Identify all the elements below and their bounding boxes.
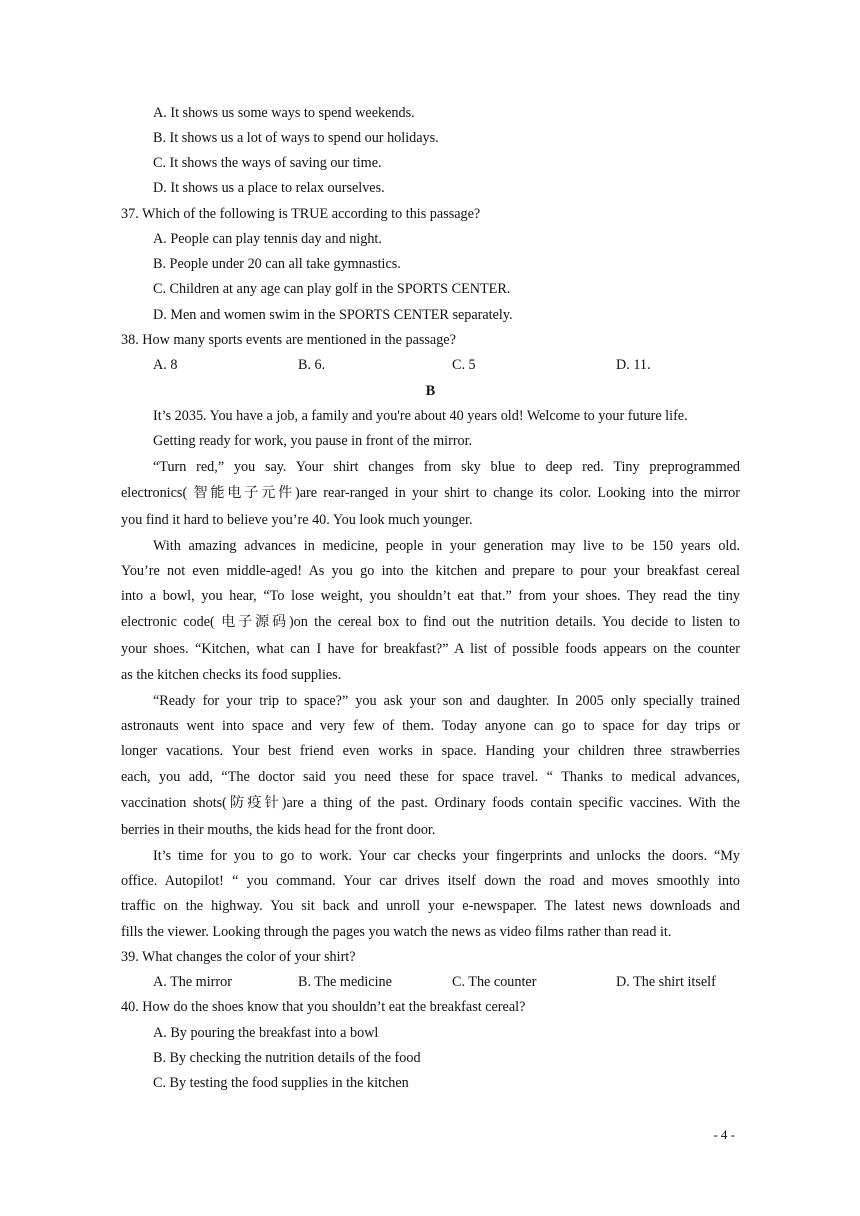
q40-option-a: A. By pouring the breakfast into a bowl — [153, 1025, 379, 1041]
passage-line: electronics( 智能电子元件)are rear-ranged in your shirt to change its color. Looking into the mirror — [121, 485, 740, 501]
q38-option-d: D. 11. — [616, 357, 651, 373]
passage-line: With amazing advances in medicine, people in your generation may live to be 150 years old. — [153, 538, 740, 554]
passage-line: each, you add, “The doctor said you need these for space travel. “ Thanks to medical advances, — [121, 769, 740, 785]
q39-stem: 39. What changes the color of your shirt? — [121, 949, 356, 965]
passage-line: “Turn red,” you say. Your shirt changes from sky blue to deep red. Tiny preprogrammed — [153, 459, 740, 475]
q37-option-d: D. Men and women swim in the SPORTS CENTER separately. — [153, 307, 513, 323]
q40-stem: 40. How do the shoes know that you shouldn’t eat the breakfast cereal? — [121, 999, 526, 1015]
q40-option-c: C. By testing the food supplies in the kitchen — [153, 1075, 409, 1091]
passage-line: longer vacations. Your best friend even works in space. Handing your children three strawberries — [121, 743, 740, 759]
passage-line: your shoes. “Kitchen, what can I have for breakfast?” A list of possible foods appears on the counter — [121, 641, 740, 657]
q38-option-c: C. 5 — [452, 357, 476, 373]
q36-option-d: D. It shows us a place to relax ourselves. — [153, 180, 385, 196]
q39-option-c: C. The counter — [452, 974, 537, 990]
q37-option-c: C. Children at any age can play golf in the SPORTS CENTER. — [153, 281, 511, 297]
section-b-heading: B — [425, 383, 436, 399]
passage-line: It’s time for you to go to work. Your car checks your fingerprints and unlocks the doors. “My — [153, 848, 740, 864]
q36-option-c: C. It shows the ways of saving our time. — [153, 155, 382, 171]
passage-line: It’s 2035. You have a job, a family and you're about 40 years old! Welcome to your future life. — [153, 408, 688, 424]
q39-option-b: B. The medicine — [298, 974, 392, 990]
q37-option-a: A. People can play tennis day and night. — [153, 231, 382, 247]
q36-option-b: B. It shows us a lot of ways to spend our holidays. — [153, 130, 439, 146]
q37-stem: 37. Which of the following is TRUE according to this passage? — [121, 206, 481, 222]
q38-stem: 38. How many sports events are mentioned in the passage? — [121, 332, 456, 348]
passage-line: fills the viewer. Looking through the pages you watch the news as video films rather than read it. — [121, 924, 672, 940]
q36-option-a: A. It shows us some ways to spend weekends. — [153, 105, 415, 121]
passage-line: Getting ready for work, you pause in front of the mirror. — [153, 433, 473, 449]
q37-option-b: B. People under 20 can all take gymnastics. — [153, 256, 401, 272]
passage-line: office. Autopilot! “ you command. Your car drives itself down the road and moves smoothly into — [121, 873, 740, 889]
passage-line: as the kitchen checks its food supplies. — [121, 667, 342, 683]
q38-option-a: A. 8 — [153, 357, 178, 373]
passage-line: you find it hard to believe you’re 40. You look much younger. — [121, 512, 473, 528]
passage-line: traffic on the highway. You sit back and unroll your e-newspaper. The latest news downloads and — [121, 898, 740, 914]
passage-line: vaccination shots(防疫针)are a thing of the past. Ordinary foods contain specific vaccines. With the — [121, 795, 740, 811]
q39-option-d: D. The shirt itself — [616, 974, 716, 990]
passage-line: astronauts went into space and very few of them. Today anyone can go to space for day trips or — [121, 718, 740, 734]
passage-line: electronic code( 电子源码)on the cereal box to find out the nutrition details. You decide to listen to — [121, 614, 740, 630]
page-number: - 4 - — [713, 1127, 735, 1142]
passage-line: “Ready for your trip to space?” you ask your son and daughter. In 2005 only specially trained — [153, 693, 740, 709]
q40-option-b: B. By checking the nutrition details of the food — [153, 1050, 421, 1066]
passage-line: into a bowl, you hear, “To lose weight, you shouldn’t eat that.” from your shoes. They read the tiny — [121, 588, 740, 604]
q39-option-a: A. The mirror — [153, 974, 232, 990]
passage-line: berries in their mouths, the kids head for the front door. — [121, 822, 436, 838]
q38-option-b: B. 6. — [298, 357, 326, 373]
passage-line: You’re not even middle-aged! As you go into the kitchen and prepare to pour your breakfast cereal — [121, 563, 740, 579]
